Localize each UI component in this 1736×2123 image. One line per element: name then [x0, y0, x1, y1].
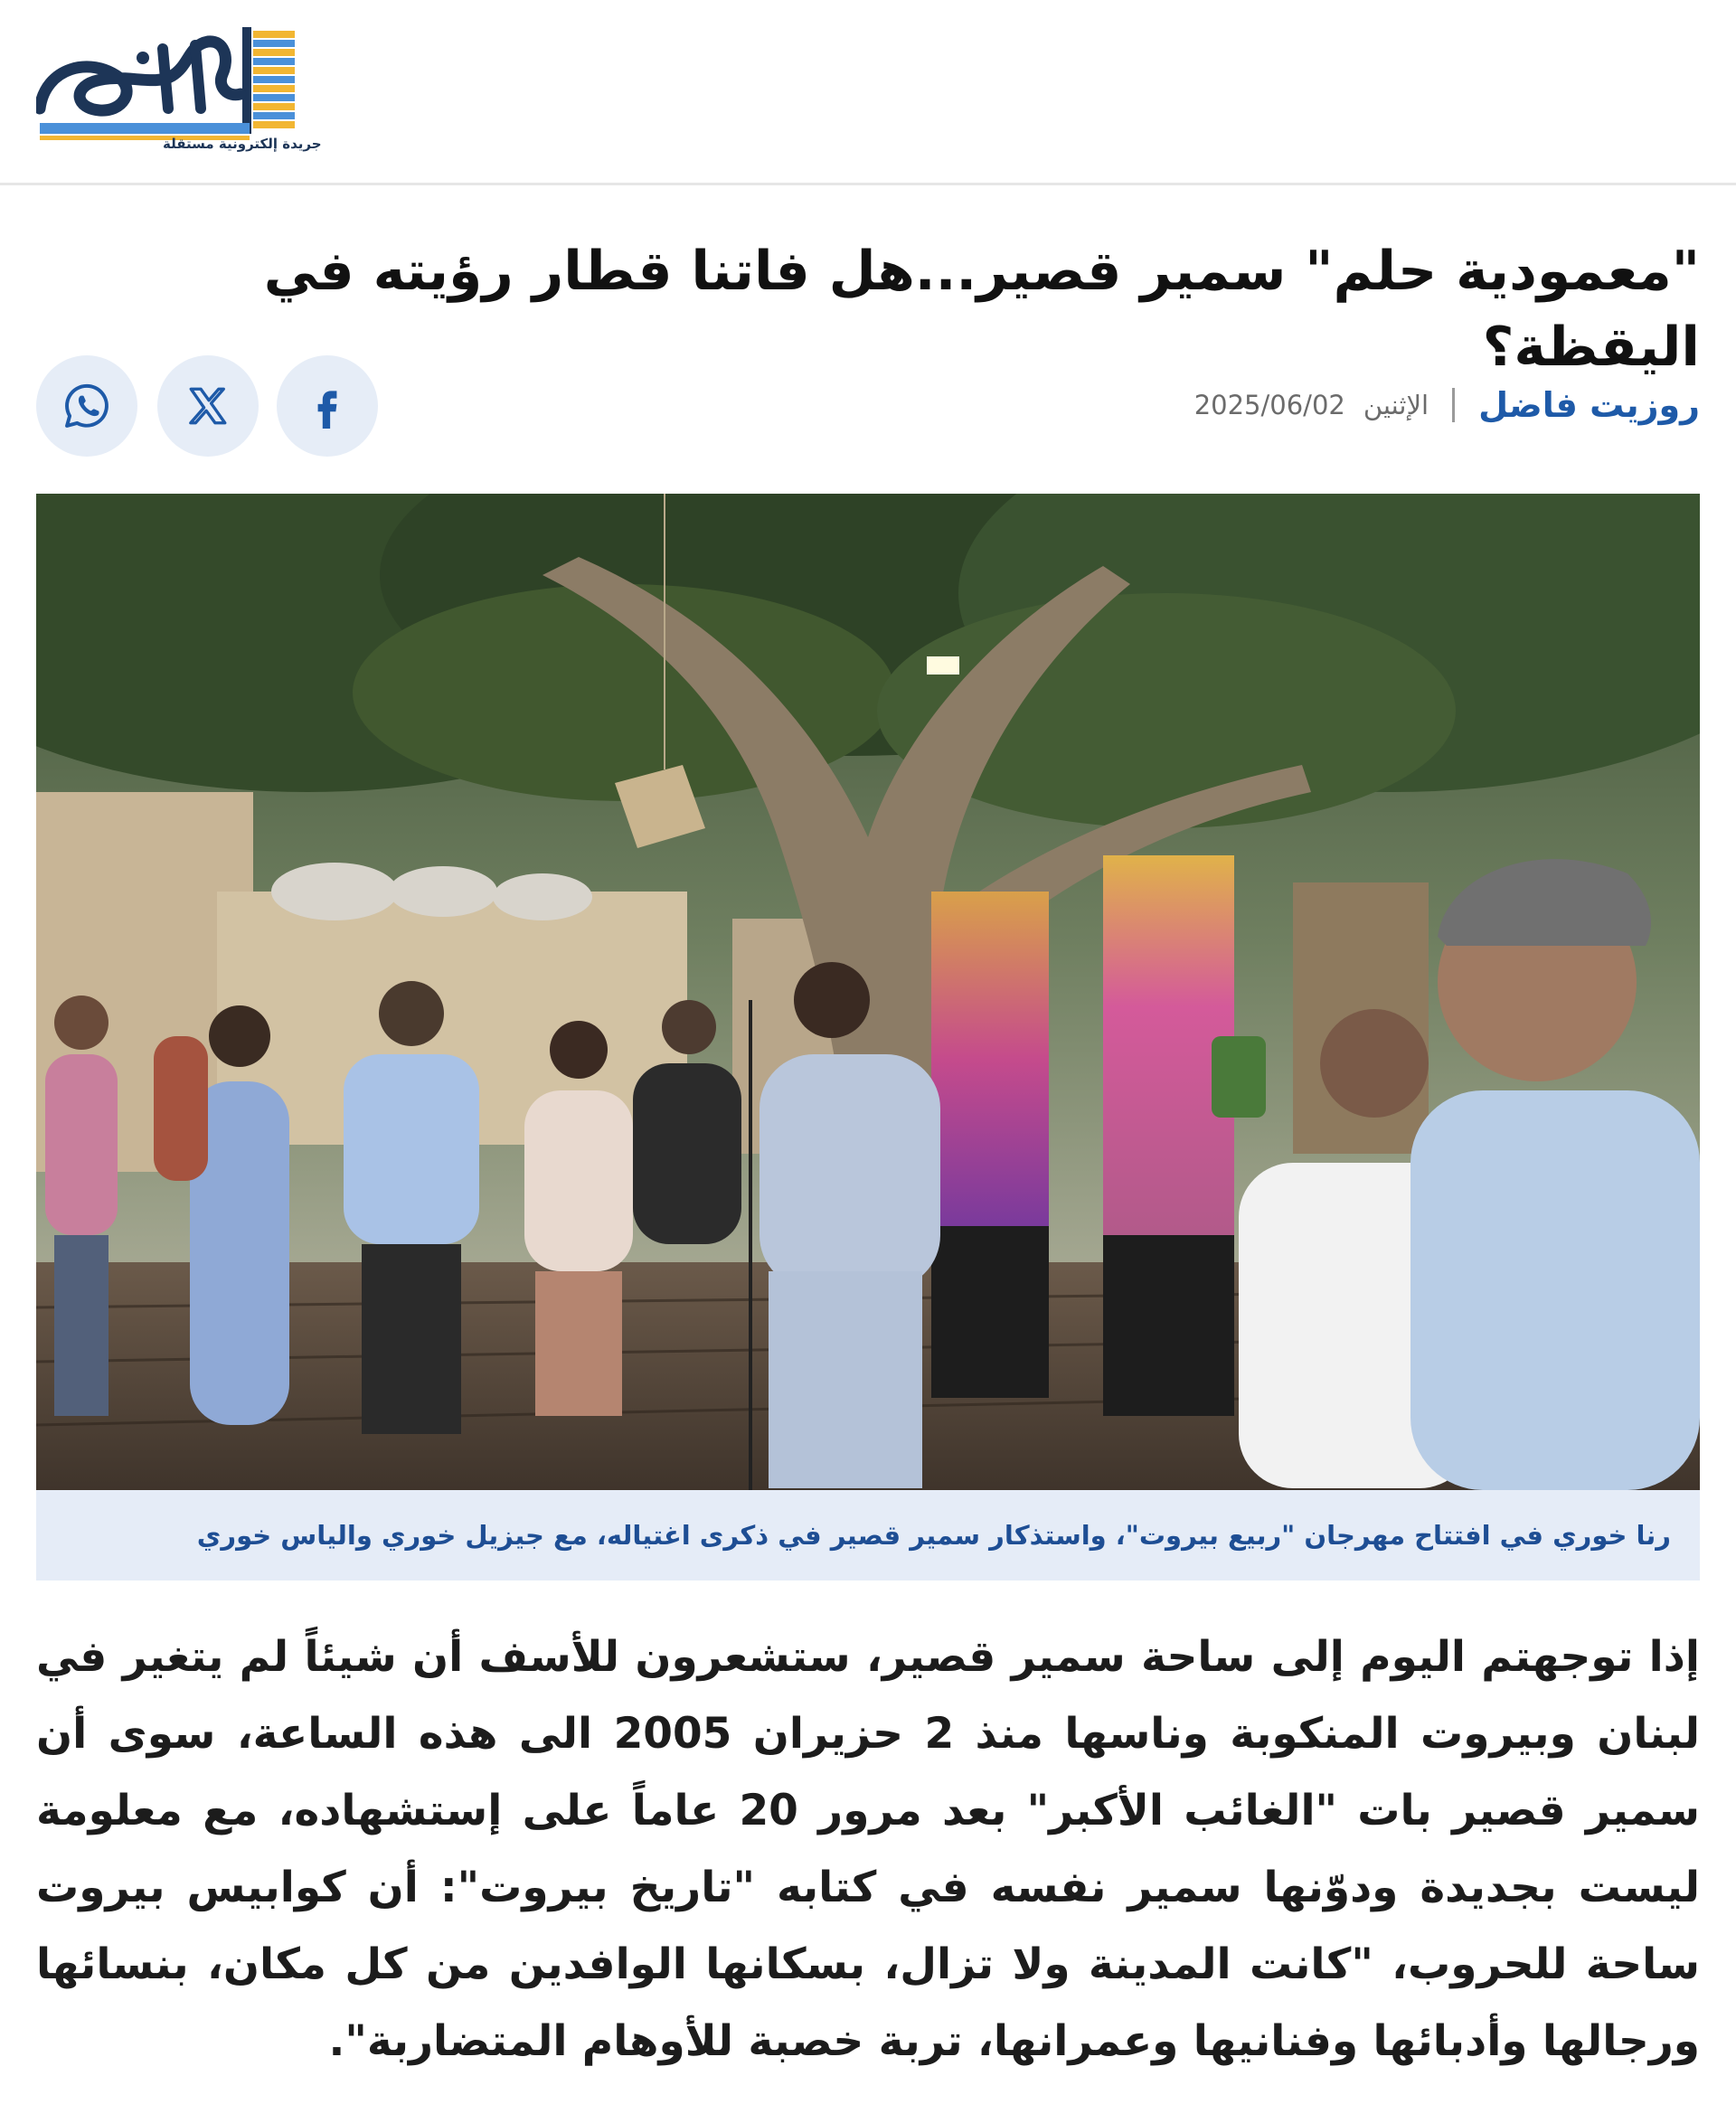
- logo-tagline: جريدة إلكترونية مستقلة: [163, 136, 322, 152]
- article-photo: [36, 494, 1700, 1490]
- meta-divider: [1452, 388, 1455, 422]
- article-date: 2025/06/02: [1194, 390, 1345, 420]
- share-facebook-button[interactable]: [277, 355, 378, 457]
- x-icon: [185, 383, 231, 429]
- facebook-icon: [305, 383, 350, 429]
- event-photo-illustration: [36, 494, 1700, 1490]
- share-whatsapp-button[interactable]: [36, 355, 137, 457]
- whatsapp-icon: [61, 381, 112, 431]
- article-weekday: الإثنين: [1363, 390, 1429, 420]
- share-x-button[interactable]: [157, 355, 259, 457]
- author-link[interactable]: روزيت فاضل: [1478, 385, 1700, 425]
- article-body: إذا توجهتم اليوم إلى ساحة سمير قصير، ستشعرون للأسف أن شيئاً لم يتغير في لبنان وبيروت المنكوبة وناسها منذ 2 حزيران 2005 الى هذه الساعة، سوى أن سمير قصير بات "الغائب الأكبر" بعد مرور 20 عاماً على إستشهاده، مع معلومة ليست بجديدة ودوّنها سمير نفسه في كتابه "تاريخ بيروت": أن كوابيس بيروت ساحة للحروب، "كانت المدينة ولا تزال، بسكانها الوافدين من كل مكان، بنسائها ورجالها وأدبائها وفنانيها وعمرانها، تربة خصبة للأوهام المتضاربة".: [36, 1632, 1701, 2066]
- article-title: "معمودية حلم" سمير قصير...هل فاتنا قطار رؤيته في اليقظة؟: [263, 240, 1700, 379]
- image-caption: رنا خوري في افتتاح مهرجان "ربيع بيروت"، واستذكار سمير قصير في ذكرى اغتياله، مع جيزيل خوري والياس خوري: [36, 1490, 1700, 1580]
- article-meta: [1194, 378, 1700, 432]
- site-header: [0, 0, 1736, 185]
